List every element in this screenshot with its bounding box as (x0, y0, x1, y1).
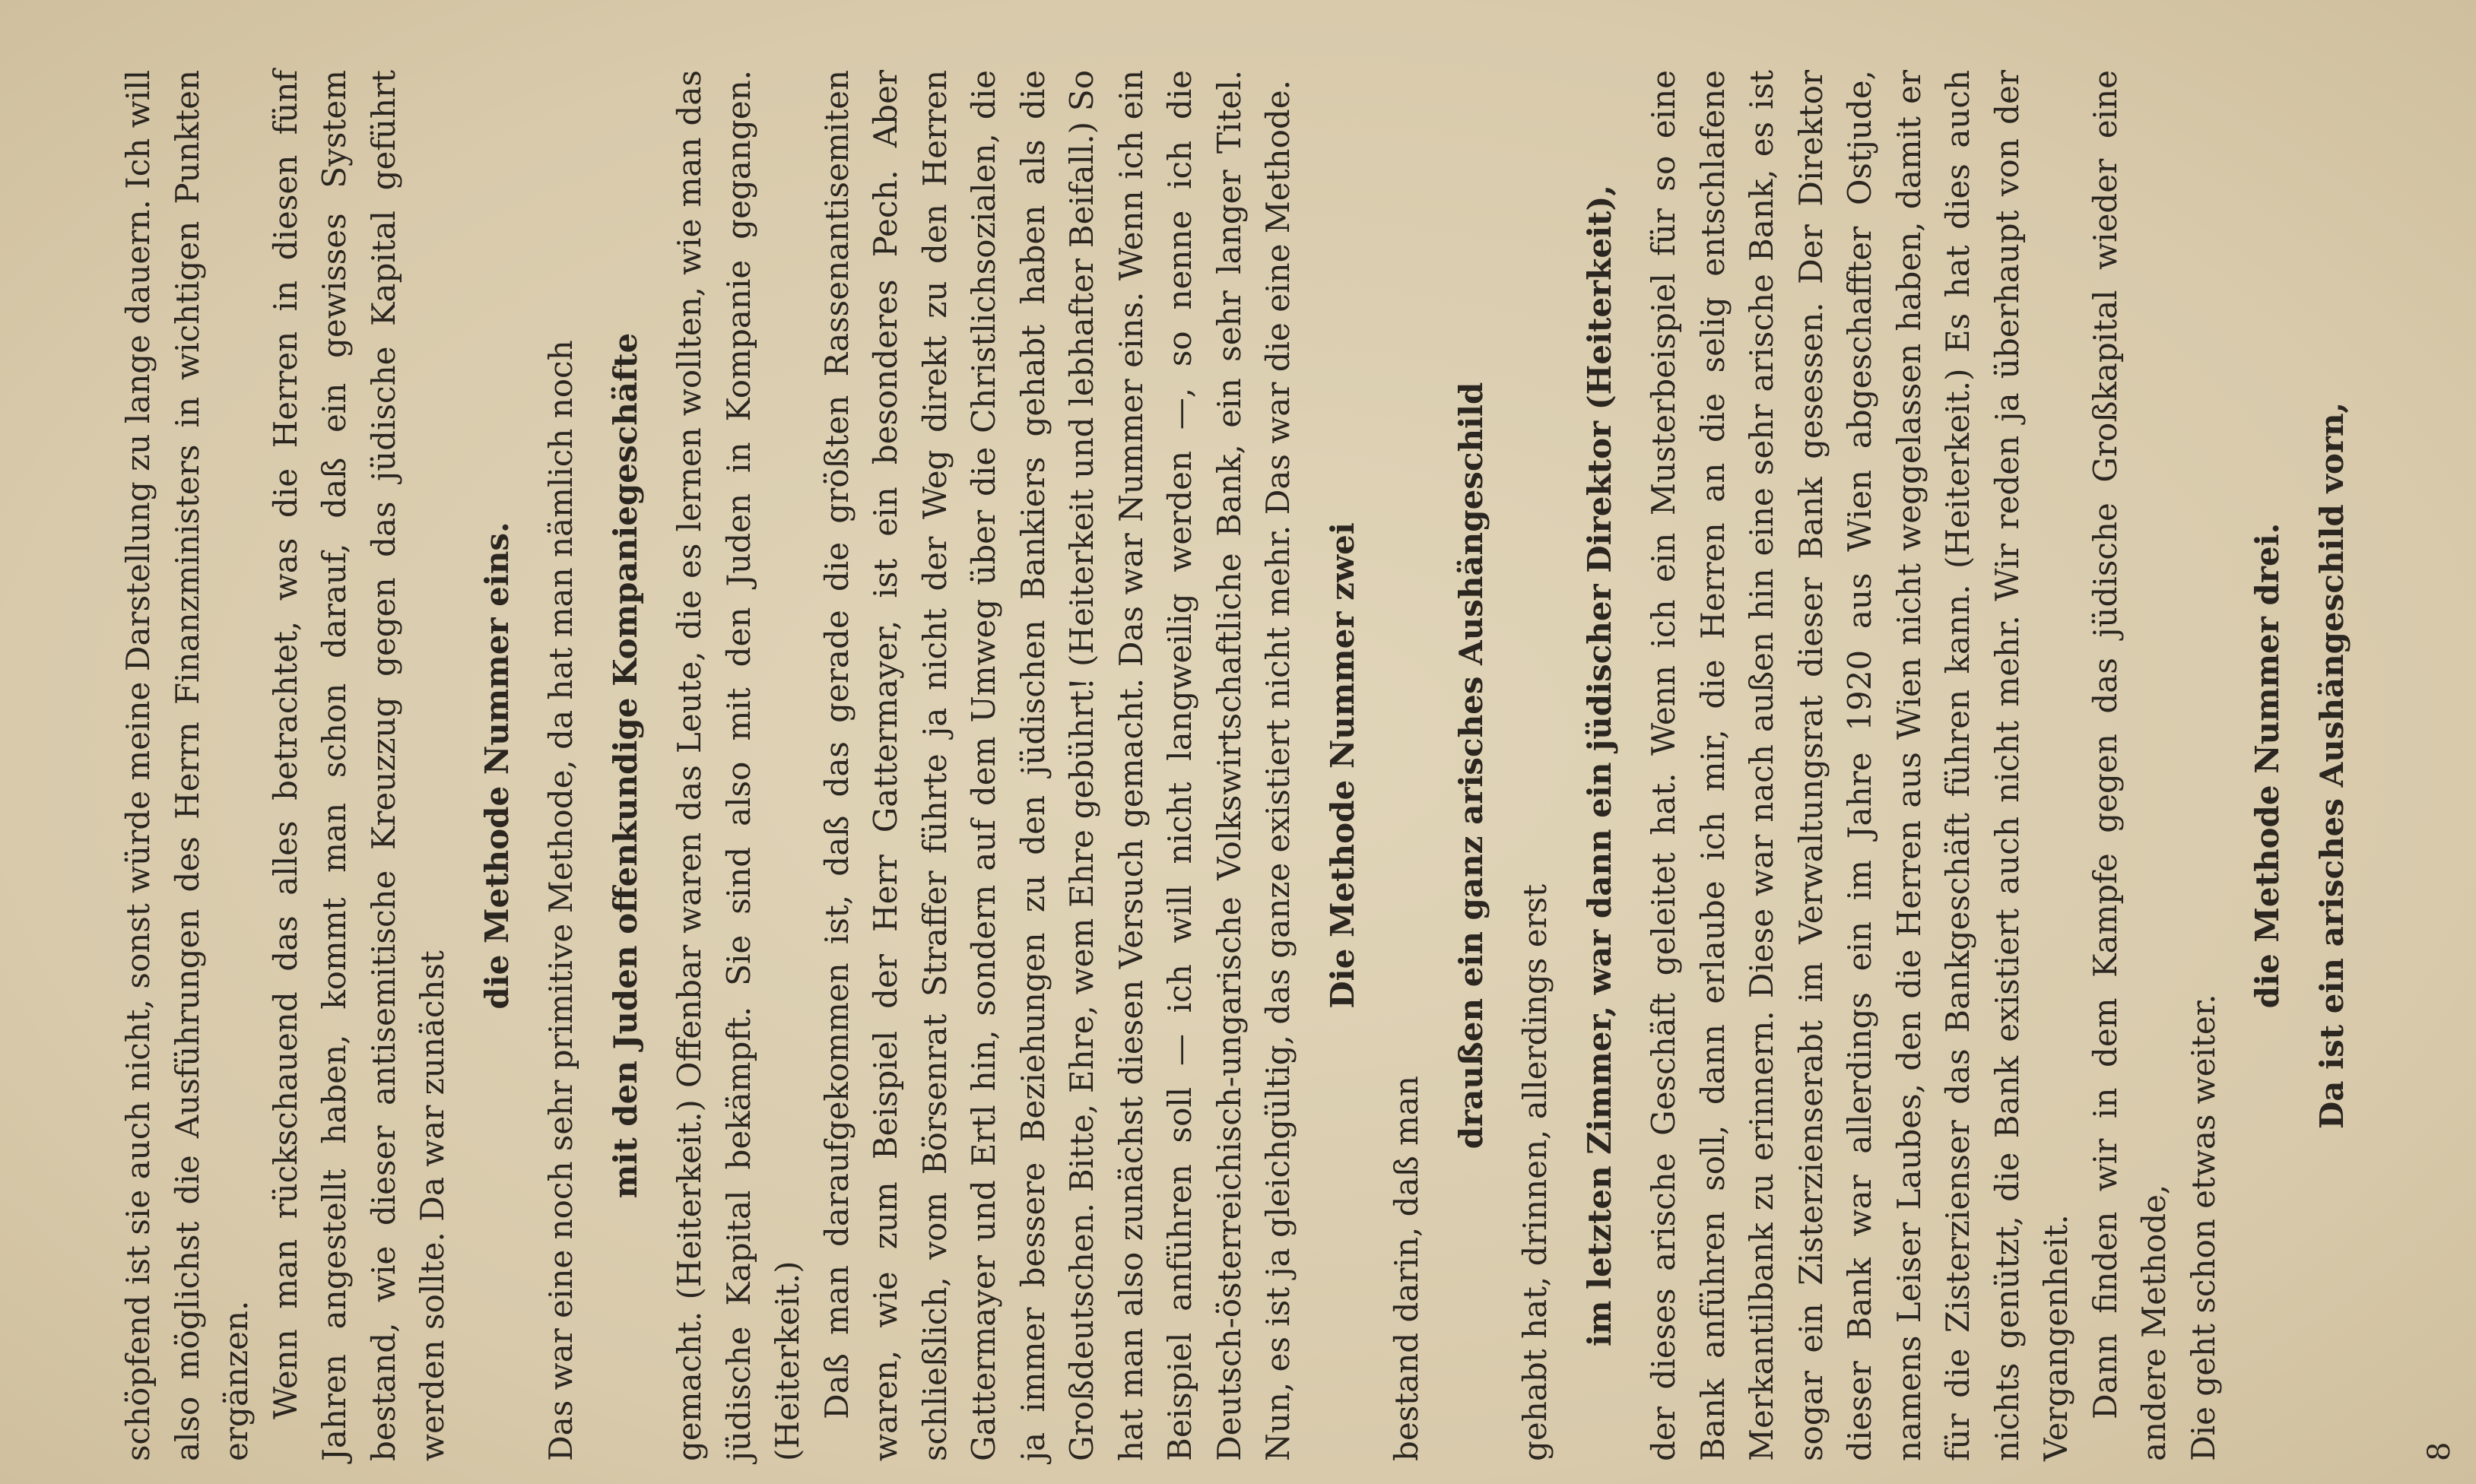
heading-kompaniegeschaefte: mit den Juden offenkundige Kompaniegeschäfte (606, 332, 644, 1199)
paragraph-primitive-method: Das war eine noch sehr primitive Methode, da hat man nämlich noch (542, 340, 579, 1461)
paragraph-rassenantisemiten: Daß man daraufgekommen ist, daß das gerade die größten Rassenantisemiten waren, wie zum Beispiel der Herr Gattermayer, ist ein besonderes Pech. Aber schließlich, vom Börsenrat Straffer führte ja nicht der Weg direkt zu den Herren Gattermayer und Ertl hin, sondern auf dem Umweg über die Christlichsozialen, die ja immer bessere Beziehungen zu den jüdischen Bankiers gehabt haben als die Großdeutschen. Bitte, Ehre, wem Ehre gebührt! (Heiterkeit und lebhafter Beifall.) So hat man also zunächst diesen Versuch gemacht. Das war Nummer eins. Wenn ich ein Beispiel anführen soll — ich will nicht langweilig werden —, so nenne ich die Deutsch-österreichisch-ungarische Volkswirtschaftliche Bank, ein sehr langer Titel. Nun, es ist ja gleichgültig, das ganze existiert nicht mehr. Das war die eine Methode. (817, 70, 1297, 1461)
paragraph-weiter: Die geht schon etwas weiter. (2184, 994, 2222, 1461)
paragraph-kampf: Dann finden wir in dem Kampfe gegen das jüdische Großkapital wieder eine andere Methode, (2086, 70, 2173, 1461)
heading-juedischer-direktor: im letzten Zimmer, war dann ein jüdischer Direktor (Heiterkeit), (1580, 185, 1618, 1346)
paragraph-continuation: schöpfend ist sie auch nicht, sonst würde meine Darstellung zu lange dauern. Ich will also möglichst die Ausführungen des Herrn Finanzministers in wichtigen Punkten ergänzen. (119, 70, 255, 1461)
heading-method-two: Die Methode Nummer zwei (1323, 522, 1361, 1009)
heading-method-three: die Methode Nummer drei. (2249, 522, 2286, 1009)
paragraph-merkantilbank: der dieses arische Geschäft geleitet hat. Wenn ich ein Musterbeispiel für so eine Bank anführen soll, dann erlaube ich mir, die Herren an die selig entschlafene Merkantilbank zu erinnern. Diese war nach außen hin eine sehr arische Bank, es ist sogar ein Zisterzienserabt im Verwaltungsrat dieser Bank gesessen. Der Direktor dieser Bank war allerdings ein im Jahre 1920 aus Wien abgeschaffter Ostjude, namens Leiser Laubes, den die Herren aus Wien nicht weggelassen haben, damit er für die Zisterzienser das Bankgeschäft führen kann. (Heiterkeit.) Es hat dies auch nichts genützt, die Bank existiert auch nicht mehr. Wir reden ja überhaupt von der Vergangenheit. (1645, 70, 2074, 1461)
heading-method-one: die Methode Nummer eins. (478, 522, 516, 1010)
heading-arisches-vorn: Da ist ein arisches Aushängeschild vorn, (2313, 401, 2351, 1130)
paragraph-kompanie: gemacht. (Heiterkeit.) Offenbar waren das Leute, die es lernen wollten, wie man das jüdische Kapital bekämpft. Sie sind also mit den Juden in Kompanie gegangen. (Heiterkeit.) (671, 70, 806, 1461)
heading-aushaengeschild: draußen ein ganz arisches Aushängeschild (1452, 382, 1490, 1149)
paragraph-bestand-darin: bestand darin, daß man (1388, 1076, 1425, 1461)
paragraph-drinnen: gehabt hat, drinnen, allerdings erst (1516, 883, 1554, 1461)
paragraph-system: Wenn man rückschauend das alles betrachtet, was die Herren in diesen fünf Jahren angestellt haben, kommt man schon darauf, daß ein gewisses System bestand, wie dieser antisemitische Kreuzzug gegen das jüdische Kapital geführt werden sollte. Da war zunächst (266, 70, 451, 1461)
page-number: 8 (2422, 1441, 2457, 1461)
text-column (114, 70, 2372, 1461)
